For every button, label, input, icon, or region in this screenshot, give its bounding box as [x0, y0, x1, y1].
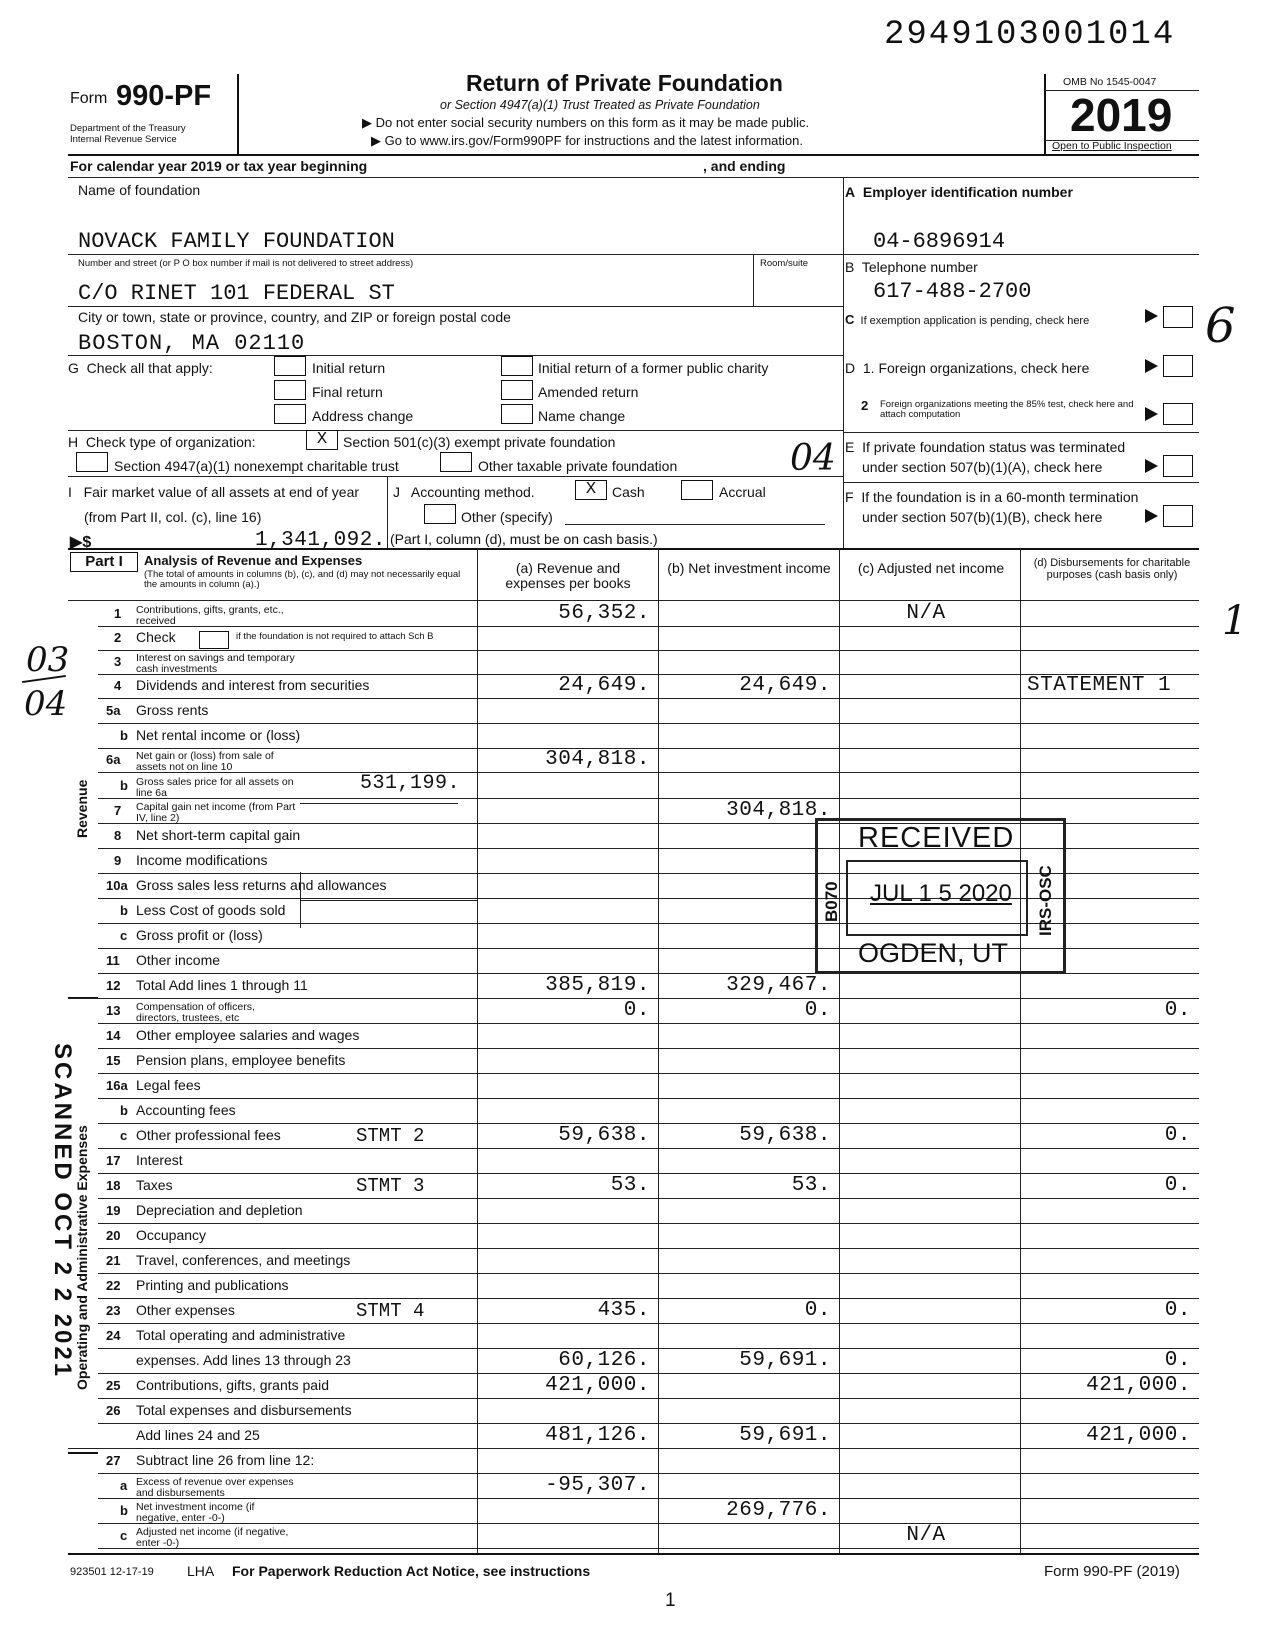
footer-notice: For Paperwork Reduction Act Notice, see instructions	[232, 1563, 591, 1579]
scanned-stamp: SCANNED OCT 2 2 2021	[49, 1043, 76, 1380]
row-number: b	[120, 1503, 128, 1518]
row-label: Legal fees	[136, 1077, 201, 1093]
cell-b: 304,818.	[726, 799, 831, 822]
cash-basis-note: (Part I, column (d), must be on cash basis.)	[390, 531, 658, 547]
row-number: 1	[114, 606, 122, 621]
cell-a: 435.	[597, 1299, 650, 1322]
cell-a: 24,649.	[558, 674, 650, 697]
row-label: Excess of revenue over expenses and disbursements	[136, 1476, 294, 1499]
i-label: I Fair market value of all assets at end of year	[68, 484, 360, 500]
dept-line2: Internal Revenue Service	[70, 134, 177, 145]
row-number: 17	[106, 1153, 121, 1168]
row-number: 24	[106, 1328, 121, 1343]
i-dollar: ▶$	[70, 534, 92, 551]
f2-label: under section 507(b)(1)(B), check here	[862, 509, 1103, 525]
row-number: 15	[106, 1053, 121, 1068]
d2-label: Foreign organizations meeting the 85% test, check here and attach computation	[880, 399, 1134, 420]
row-label: Dividends and interest from securities	[136, 677, 370, 693]
row-number: 26	[106, 1403, 121, 1418]
handwritten-04b: 04	[24, 684, 68, 724]
cell-b: 0.	[804, 999, 831, 1022]
footer-form: Form 990-PF (2019)	[1044, 1563, 1180, 1580]
f-checkbox[interactable]	[1163, 505, 1193, 527]
row-number: 8	[114, 828, 122, 843]
row-label: Gross profit or (loss)	[136, 927, 263, 943]
part-i-title: Analysis of Revenue and Expenses	[144, 553, 363, 568]
accrual-label: Accrual	[719, 484, 766, 500]
cell-a: 60,126.	[558, 1349, 650, 1372]
cell-b: 269,776.	[726, 1499, 831, 1522]
row-label: Contributions, gifts, grants paid	[136, 1377, 329, 1393]
row-label: Printing and publications	[136, 1277, 289, 1293]
name-change-label: Name change	[538, 408, 626, 424]
cash-label: Cash	[612, 484, 645, 500]
row-number: 9	[114, 853, 122, 868]
d1-label: D 1. Foreign organizations, check here	[845, 360, 1090, 376]
row-number: b	[120, 903, 128, 918]
calendar-ending: , and ending	[703, 158, 786, 174]
row-number: 18	[106, 1178, 121, 1193]
g-label: G Check all that apply:	[68, 360, 213, 376]
row-number: 21	[106, 1253, 121, 1268]
row-label: Add lines 24 and 25	[136, 1427, 260, 1443]
calendar-label: For calendar year 2019 or tax year beginning	[70, 158, 368, 174]
row-label: Other expenses	[136, 1302, 235, 1318]
cell-d: 0.	[1164, 1124, 1191, 1147]
row-label: expenses. Add lines 13 through 23	[136, 1352, 351, 1368]
cell-a: 53.	[610, 1174, 650, 1197]
cell-a: 421,000.	[545, 1374, 650, 1397]
e2-label: under section 507(b)(1)(A), check here	[862, 459, 1103, 475]
row-label: Other employee salaries and wages	[136, 1027, 360, 1043]
phone-label: B Telephone number	[845, 259, 978, 275]
row-number: 6a	[106, 752, 121, 767]
phone-value: 617-488-2700	[873, 279, 1032, 304]
row-label: Accounting fees	[136, 1102, 236, 1118]
cell-b: 53.	[791, 1174, 831, 1197]
line2-checkbox[interactable]	[199, 631, 229, 649]
col-b-header: (b) Net investment income	[667, 560, 831, 576]
row-label: Net short-term capital gain	[136, 827, 301, 843]
foundation-name: NOVACK FAMILY FOUNDATION	[78, 229, 395, 254]
row-label: Total operating and administrative	[136, 1327, 346, 1343]
row-number: b	[120, 1103, 128, 1118]
row-label: Capital gain net income (from Part IV, line 2)	[136, 801, 296, 824]
cell-a: 481,126.	[545, 1424, 650, 1447]
cell-d: STATEMENT 1	[1027, 674, 1172, 697]
row-number: c	[120, 928, 128, 943]
initial-former-charity-label: Initial return of a former public charity	[538, 360, 769, 376]
city-value: BOSTON, MA 02110	[78, 331, 306, 356]
initial-return-checkbox[interactable]	[274, 356, 306, 376]
foundation-name-label: Name of foundation	[78, 182, 201, 198]
row-number: 5a	[106, 703, 121, 718]
cell-c: N/A	[906, 602, 946, 625]
dln-number: 2949103001014	[884, 16, 1176, 54]
row-label: Less Cost of goods sold	[136, 902, 286, 918]
row-label: Adjusted net income (if negative, enter -0-)	[136, 1526, 289, 1549]
row-number: 14	[106, 1028, 121, 1043]
tax-year: 2019	[1070, 89, 1173, 141]
row-number: 2	[114, 630, 122, 645]
address-change-checkbox[interactable]	[274, 404, 306, 424]
row-number: b	[120, 778, 128, 793]
final-return-label: Final return	[312, 384, 383, 400]
cell-a: 304,818.	[545, 748, 650, 771]
row-number: c	[120, 1128, 128, 1143]
row-number: 20	[106, 1228, 121, 1243]
row-label: Gross sales less returns and allowances	[136, 877, 387, 893]
page-number: 1	[665, 1590, 676, 1611]
row-label: Travel, conferences, and meetings	[136, 1252, 351, 1268]
row-number: 12	[106, 978, 121, 993]
expenses-side-label: Operating and Administrative Expenses	[74, 1125, 90, 1390]
row-number: 11	[106, 953, 120, 968]
row-number: 16a	[106, 1078, 128, 1093]
row-label: Contributions, gifts, grants, etc., received	[136, 604, 284, 627]
row-number: c	[120, 1528, 128, 1543]
other-taxable-checkbox[interactable]	[440, 452, 472, 472]
row-label: Income modifications	[136, 852, 268, 868]
street-label: Number and street (or P O box number if mail is not delivered to street address)	[78, 258, 414, 269]
row-statement-ref: STMT 4	[356, 1300, 425, 1322]
4947-label: Section 4947(a)(1) nonexempt charitable trust	[114, 458, 399, 474]
row-note: if the foundation is not required to attach Sch B	[236, 631, 434, 642]
i-label-2: (from Part II, col. (c), line 16)	[84, 509, 262, 525]
row-number: a	[120, 1478, 128, 1493]
amended-return-label: Amended return	[538, 384, 639, 400]
address-change-label: Address change	[312, 408, 414, 424]
row-number: 3	[114, 654, 122, 669]
cell-b: 59,691.	[739, 1424, 831, 1447]
handwritten-03: 03	[26, 640, 70, 680]
row-statement-ref: STMT 3	[356, 1175, 425, 1197]
cell-d: 421,000.	[1086, 1374, 1191, 1397]
footer-lha: LHA	[187, 1563, 215, 1579]
other-method-checkbox[interactable]	[424, 504, 456, 524]
col-c-header: (c) Adjusted net income	[857, 560, 1005, 576]
row-label: Check	[136, 629, 176, 645]
initial-return-label: Initial return	[312, 360, 386, 376]
fmv-value: 1,341,092.	[254, 529, 386, 552]
row-inline-value: 531,199.	[359, 772, 460, 795]
row-number: 22	[106, 1278, 121, 1293]
other-taxable-label: Other taxable private foundation	[478, 458, 678, 474]
row-number: 7	[114, 803, 122, 818]
cell-c: N/A	[906, 1524, 946, 1547]
e1-label: E If private foundation status was terminated	[845, 439, 1126, 455]
form-number: 990-PF	[116, 80, 212, 112]
d2-checkbox[interactable]	[1163, 403, 1193, 425]
col-a-header: (a) Revenue and expenses per books	[505, 560, 631, 591]
cell-a: 385,819.	[545, 974, 650, 997]
name-change-checkbox[interactable]	[501, 404, 533, 424]
handwritten-1: 1	[1222, 598, 1248, 644]
ein-value: 04-6896914	[873, 229, 1006, 254]
col-d-header: (d) Disbursements for charitable purposes (cash basis only)	[1033, 557, 1191, 581]
row-label: Occupancy	[136, 1227, 207, 1243]
form-subtitle: or Section 4947(a)(1) Trust Treated as Private Foundation	[440, 98, 760, 112]
row-number: 4	[114, 678, 122, 693]
row-label: Total Add lines 1 through 11	[136, 977, 308, 993]
c-checkbox[interactable]	[1163, 306, 1193, 328]
cell-d: 0.	[1164, 1349, 1191, 1372]
row-label: Pension plans, employee benefits	[136, 1052, 346, 1068]
cell-d: 421,000.	[1086, 1424, 1191, 1447]
instruction-2: ▶ Go to www.irs.gov/Form990PF for instructions and the latest information.	[371, 133, 803, 148]
cell-a: 56,352.	[558, 602, 650, 625]
cell-d: 0.	[1164, 1174, 1191, 1197]
cell-d: 0.	[1164, 1299, 1191, 1322]
footer-code: 923501 12-17-19	[70, 1566, 154, 1578]
dept-line1: Department of the Treasury	[70, 123, 186, 134]
row-number: 27	[106, 1453, 121, 1468]
other-method-label: Other (specify)	[461, 509, 553, 525]
d1-checkbox[interactable]	[1163, 355, 1193, 377]
row-number: b	[120, 728, 128, 743]
cell-b: 59,638.	[739, 1124, 831, 1147]
city-label: City or town, state or province, country, and ZIP or foreign postal code	[78, 309, 511, 325]
initial-former-charity-checkbox[interactable]	[501, 356, 533, 376]
row-statement-ref: STMT 2	[356, 1125, 425, 1147]
row-label: Total expenses and disbursements	[136, 1402, 352, 1418]
revenue-side-label: Revenue	[74, 779, 90, 838]
amended-return-checkbox[interactable]	[501, 380, 533, 400]
handwritten-04: 04	[790, 438, 836, 479]
part-i-desc: (The total of amounts in columns (b), (c), and (d) may not necessarily equal the amounts in column (a).)	[144, 569, 461, 590]
part-i-badge: Part I	[70, 552, 138, 572]
room-suite-label: Room/suite	[760, 258, 809, 269]
f1-label: F If the foundation is in a 60-month termination	[845, 489, 1139, 505]
cell-b: 24,649.	[739, 674, 831, 697]
4947-checkbox[interactable]	[76, 452, 108, 472]
row-label: Compensation of officers, directors, trustees, etc	[136, 1001, 255, 1024]
open-to-public: Open to Public Inspection	[1052, 140, 1172, 152]
501c3-checkbox[interactable]: X	[306, 430, 338, 450]
row-label: Depreciation and depletion	[136, 1202, 303, 1218]
row-number: 10a	[106, 878, 128, 893]
c-label: C If exemption application is pending, check here	[845, 312, 1090, 327]
row-label: Interest on savings and temporary cash investments	[136, 652, 295, 675]
501c3-label: Section 501(c)(3) exempt private foundation	[343, 434, 616, 450]
h-label: H Check type of organization:	[68, 434, 256, 450]
final-return-checkbox[interactable]	[274, 380, 306, 400]
cell-b: 329,467.	[726, 974, 831, 997]
row-label: Other income	[136, 952, 221, 968]
omb-number: OMB No 1545-0047	[1063, 76, 1157, 88]
row-number: 23	[106, 1303, 121, 1318]
form-label: Form	[70, 90, 108, 107]
row-number: 13	[106, 1003, 121, 1018]
cell-b: 0.	[804, 1299, 831, 1322]
cell-a: 59,638.	[558, 1124, 650, 1147]
row-label: Interest	[136, 1152, 183, 1168]
cell-a: -95,307.	[545, 1474, 650, 1497]
row-number: 19	[106, 1203, 121, 1218]
row-label: Net rental income or (loss)	[136, 727, 301, 743]
row-label: Gross rents	[136, 702, 209, 718]
cell-d: 0.	[1164, 999, 1191, 1022]
row-number: 25	[106, 1378, 121, 1393]
row-label: Taxes	[136, 1177, 173, 1193]
form-title: Return of Private Foundation	[466, 70, 783, 96]
row-label: Subtract line 26 from line 12:	[136, 1452, 315, 1468]
cell-a: 0.	[623, 999, 650, 1022]
row-label: Net gain or (loss) from sale of assets not on line 10	[136, 750, 274, 773]
row-label: Gross sales price for all assets on line 6a	[136, 776, 294, 799]
accrual-checkbox[interactable]	[681, 480, 713, 500]
handwritten-6: 6	[1205, 298, 1236, 354]
e-checkbox[interactable]	[1163, 455, 1193, 477]
instruction-1: ▶ Do not enter social security numbers on this form as it may be made public.	[362, 115, 810, 130]
ein-label: A Employer identification number	[845, 184, 1073, 200]
cash-checkbox[interactable]: X	[575, 480, 607, 500]
row-label: Net investment income (if negative, enter -0-)	[136, 1501, 255, 1524]
street-address: C/O RINET 101 FEDERAL ST	[78, 281, 395, 306]
j-label: J Accounting method.	[393, 484, 535, 500]
cell-b: 59,691.	[739, 1349, 831, 1372]
row-label: Other professional fees	[136, 1127, 281, 1143]
